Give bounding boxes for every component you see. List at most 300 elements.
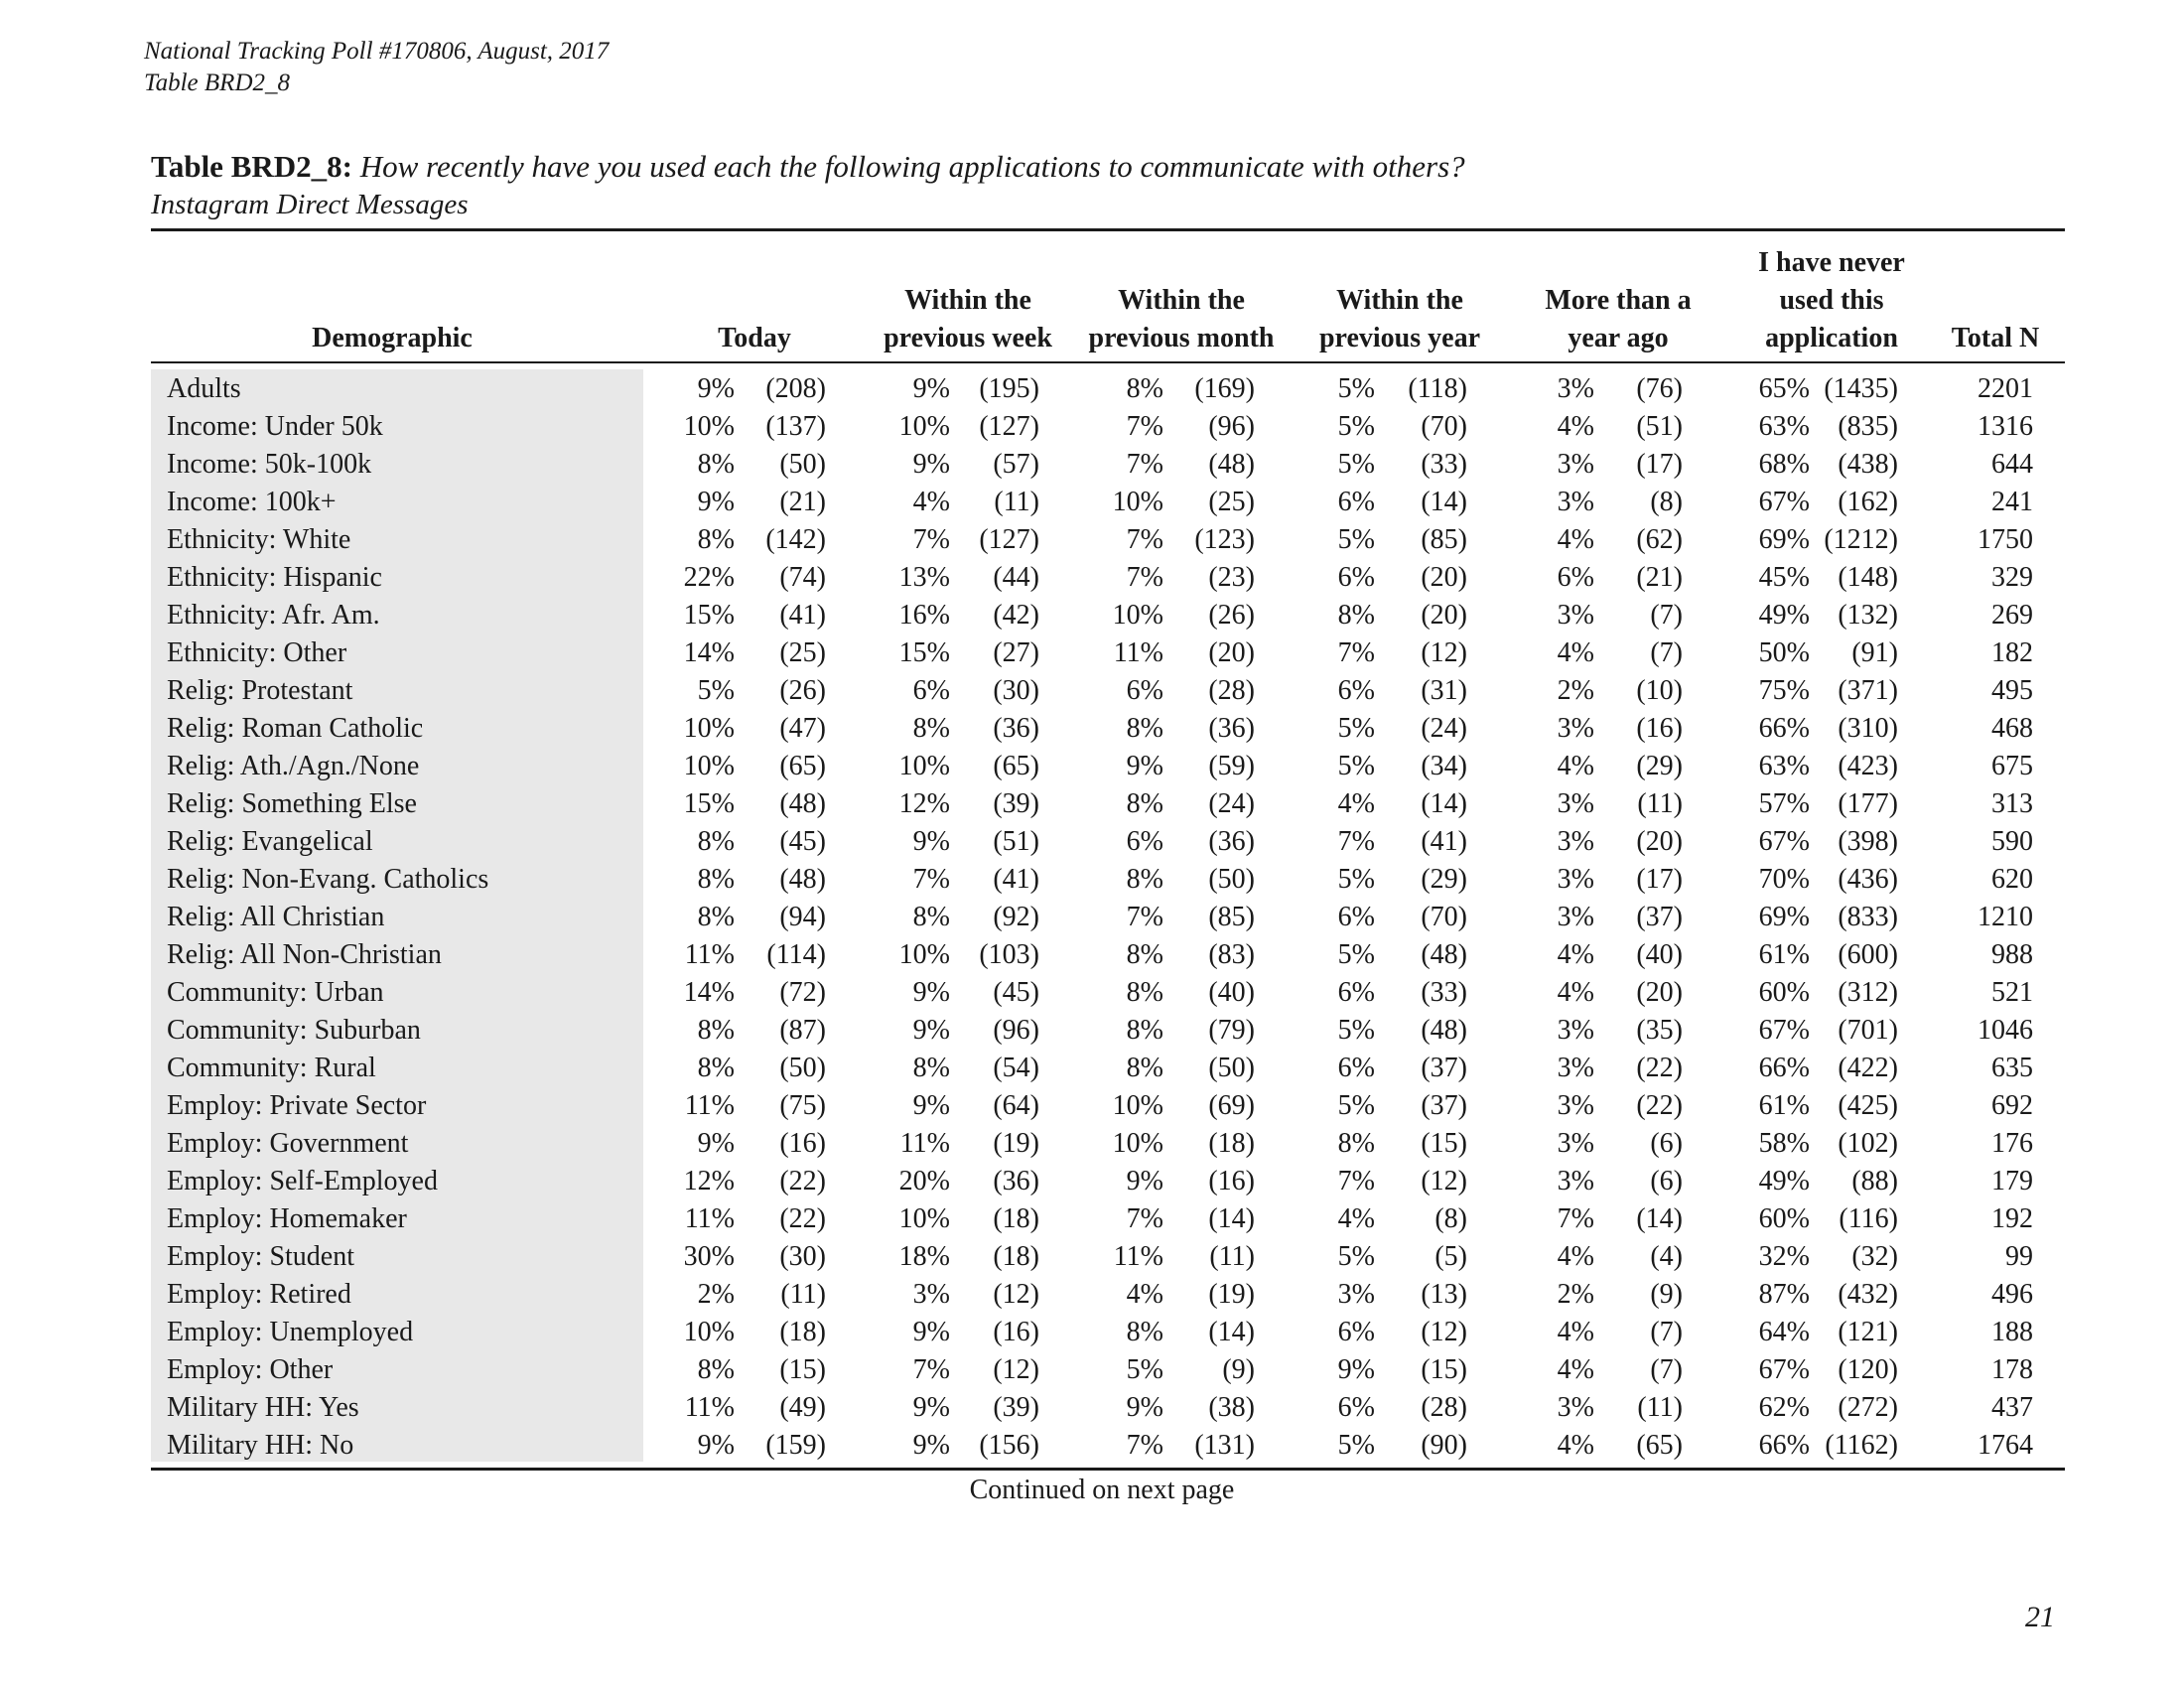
count-cell: (65) <box>1636 1430 1683 1461</box>
percent-cell: 7% <box>1337 637 1375 668</box>
count-cell: (16) <box>1636 713 1683 744</box>
count-cell: (131) <box>1194 1430 1255 1461</box>
count-cell: (50) <box>779 1053 826 1083</box>
count-cell: (17) <box>1636 449 1683 480</box>
table-row <box>0 899 2184 936</box>
percent-cell: 10% <box>898 939 950 970</box>
count-cell: (25) <box>779 637 826 668</box>
percent-cell: 9% <box>912 373 950 404</box>
count-cell: (208) <box>765 373 826 404</box>
count-cell: (5) <box>1434 1241 1467 1272</box>
count-cell: (37) <box>1636 902 1683 932</box>
percent-cell: 66% <box>1758 1430 1810 1461</box>
count-cell: (28) <box>1421 1392 1467 1423</box>
percent-cell: 8% <box>1126 1053 1163 1083</box>
count-cell: (20) <box>1208 637 1255 668</box>
percent-cell: 70% <box>1758 864 1810 895</box>
percent-cell: 30% <box>683 1241 735 1272</box>
table-id: Table BRD2_8 <box>144 70 290 96</box>
page-number: 21 <box>2025 1601 2055 1633</box>
count-cell: (36) <box>1208 826 1255 857</box>
count-cell: (26) <box>779 675 826 706</box>
count-cell: (12) <box>1421 1166 1467 1196</box>
percent-cell: 11% <box>1113 637 1163 668</box>
count-cell: (114) <box>766 939 826 970</box>
count-cell: (159) <box>765 1430 826 1461</box>
percent-cell: 2% <box>1557 675 1594 706</box>
count-cell: (1162) <box>1825 1430 1898 1461</box>
total-cell: 590 <box>1991 826 2033 857</box>
percent-cell: 3% <box>1557 600 1594 631</box>
percent-cell: 6% <box>912 675 950 706</box>
table-row <box>0 974 2184 1012</box>
percent-cell: 15% <box>898 637 950 668</box>
percent-cell: 8% <box>1126 1317 1163 1347</box>
percent-cell: 12% <box>683 1166 735 1196</box>
total-cell: 179 <box>1991 1166 2033 1196</box>
count-cell: (79) <box>1208 1015 1255 1046</box>
count-cell: (48) <box>779 788 826 819</box>
percent-cell: 3% <box>1557 449 1594 480</box>
total-cell: 99 <box>2005 1241 2033 1272</box>
count-cell: (50) <box>779 449 826 480</box>
count-cell: (8) <box>1650 487 1683 517</box>
count-cell: (96) <box>993 1015 1039 1046</box>
percent-cell: 4% <box>1557 1241 1594 1272</box>
percent-cell: 9% <box>1337 1354 1375 1385</box>
percent-cell: 5% <box>1337 1430 1375 1461</box>
table-row <box>0 1427 2184 1465</box>
percent-cell: 4% <box>1557 1354 1594 1385</box>
count-cell: (44) <box>993 562 1039 593</box>
count-cell: (148) <box>1838 562 1898 593</box>
count-cell: (103) <box>979 939 1039 970</box>
count-cell: (120) <box>1838 1354 1898 1385</box>
count-cell: (64) <box>993 1090 1039 1121</box>
count-cell: (24) <box>1208 788 1255 819</box>
count-cell: (371) <box>1838 675 1898 706</box>
count-cell: (10) <box>1636 675 1683 706</box>
count-cell: (142) <box>765 524 826 555</box>
count-cell: (22) <box>779 1203 826 1234</box>
percent-cell: 7% <box>912 524 950 555</box>
count-cell: (18) <box>993 1203 1039 1234</box>
total-cell: 178 <box>1991 1354 2033 1385</box>
top-rule <box>151 228 2065 231</box>
percent-cell: 57% <box>1758 788 1810 819</box>
count-cell: (272) <box>1838 1392 1898 1423</box>
percent-cell: 8% <box>697 1354 735 1385</box>
count-cell: (423) <box>1838 751 1898 781</box>
count-cell: (11) <box>1637 1392 1683 1423</box>
count-cell: (51) <box>1636 411 1683 442</box>
total-cell: 1210 <box>1978 902 2033 932</box>
percent-cell: 6% <box>1337 1317 1375 1347</box>
percent-cell: 10% <box>683 411 735 442</box>
table-row <box>0 1125 2184 1163</box>
count-cell: (438) <box>1838 449 1898 480</box>
percent-cell: 4% <box>1337 1203 1375 1234</box>
total-cell: 496 <box>1991 1279 2033 1310</box>
count-cell: (85) <box>1208 902 1255 932</box>
column-header-total-n: Total N <box>1951 323 2040 353</box>
count-cell: (62) <box>1636 524 1683 555</box>
total-cell: 1750 <box>1978 524 2033 555</box>
percent-cell: 9% <box>912 1090 950 1121</box>
table-row <box>0 1012 2184 1050</box>
percent-cell: 5% <box>1337 1241 1375 1272</box>
percent-cell: 10% <box>898 1203 950 1234</box>
percent-cell: 4% <box>1557 411 1594 442</box>
count-cell: (12) <box>993 1279 1039 1310</box>
count-cell: (137) <box>765 411 826 442</box>
count-cell: (12) <box>1421 1317 1467 1347</box>
percent-cell: 7% <box>1126 449 1163 480</box>
percent-cell: 62% <box>1758 1392 1810 1423</box>
count-cell: (59) <box>1208 751 1255 781</box>
count-cell: (177) <box>1838 788 1898 819</box>
percent-cell: 7% <box>1126 411 1163 442</box>
percent-cell: 67% <box>1758 1015 1810 1046</box>
count-cell: (436) <box>1838 864 1898 895</box>
count-cell: (123) <box>1194 524 1255 555</box>
poll-name: National Tracking Poll #170806, August, 2017 <box>144 38 610 65</box>
table-subtitle: Instagram Direct Messages <box>151 189 469 220</box>
percent-cell: 64% <box>1758 1317 1810 1347</box>
table-row <box>0 710 2184 748</box>
percent-cell: 68% <box>1758 449 1810 480</box>
percent-cell: 10% <box>1112 1090 1163 1121</box>
count-cell: (18) <box>993 1241 1039 1272</box>
row-label: Relig: Roman Catholic <box>167 713 424 744</box>
percent-cell: 7% <box>1126 902 1163 932</box>
row-label: Relig: Protestant <box>167 675 353 706</box>
percent-cell: 13% <box>898 562 950 593</box>
percent-cell: 5% <box>1337 939 1375 970</box>
count-cell: (41) <box>1421 826 1467 857</box>
count-cell: (48) <box>1421 1015 1467 1046</box>
row-label: Relig: Evangelical <box>167 826 373 857</box>
count-cell: (36) <box>993 713 1039 744</box>
table-row <box>0 1314 2184 1351</box>
total-cell: 495 <box>1991 675 2033 706</box>
percent-cell: 4% <box>912 487 950 517</box>
percent-cell: 4% <box>1557 1317 1594 1347</box>
count-cell: (16) <box>993 1317 1039 1347</box>
total-cell: 241 <box>1991 487 2033 517</box>
total-cell: 313 <box>1991 788 2033 819</box>
count-cell: (39) <box>993 1392 1039 1423</box>
percent-cell: 2% <box>697 1279 735 1310</box>
percent-cell: 6% <box>1337 1053 1375 1083</box>
percent-cell: 9% <box>912 1392 950 1423</box>
count-cell: (15) <box>1421 1354 1467 1385</box>
count-cell: (17) <box>1636 864 1683 895</box>
percent-cell: 11% <box>1113 1241 1163 1272</box>
percent-cell: 8% <box>697 864 735 895</box>
total-cell: 644 <box>1991 449 2033 480</box>
count-cell: (27) <box>993 637 1039 668</box>
count-cell: (169) <box>1194 373 1255 404</box>
percent-cell: 8% <box>1126 1015 1163 1046</box>
count-cell: (121) <box>1838 1317 1898 1347</box>
column-header-more-than-year: More than a year ago <box>1545 285 1692 353</box>
table-row <box>0 1351 2184 1389</box>
table-row <box>0 446 2184 484</box>
table-row <box>0 1200 2184 1238</box>
table-row <box>0 748 2184 785</box>
percent-cell: 2% <box>1557 1279 1594 1310</box>
percent-cell: 9% <box>912 1317 950 1347</box>
percent-cell: 65% <box>1758 373 1810 404</box>
table-title-label: Table BRD2_8: <box>151 149 352 184</box>
percent-cell: 9% <box>1126 1166 1163 1196</box>
count-cell: (39) <box>993 788 1039 819</box>
count-cell: (47) <box>779 713 826 744</box>
table-row <box>0 861 2184 899</box>
percent-cell: 5% <box>1337 373 1375 404</box>
count-cell: (48) <box>1208 449 1255 480</box>
percent-cell: 3% <box>1557 864 1594 895</box>
total-cell: 176 <box>1991 1128 2033 1159</box>
percent-cell: 10% <box>898 411 950 442</box>
row-label: Employ: Self-Employed <box>167 1166 438 1196</box>
percent-cell: 11% <box>899 1128 950 1159</box>
percent-cell: 4% <box>1557 977 1594 1008</box>
total-cell: 329 <box>1991 562 2033 593</box>
count-cell: (14) <box>1421 487 1467 517</box>
percent-cell: 5% <box>697 675 735 706</box>
percent-cell: 7% <box>1337 826 1375 857</box>
percent-cell: 7% <box>1126 1430 1163 1461</box>
table-row <box>0 1238 2184 1276</box>
count-cell: (132) <box>1838 600 1898 631</box>
count-cell: (7) <box>1650 1354 1683 1385</box>
count-cell: (1435) <box>1824 373 1898 404</box>
percent-cell: 67% <box>1758 1354 1810 1385</box>
total-cell: 692 <box>1991 1090 2033 1121</box>
percent-cell: 67% <box>1758 487 1810 517</box>
row-label: Employ: Homemaker <box>167 1203 407 1234</box>
count-cell: (96) <box>1208 411 1255 442</box>
count-cell: (312) <box>1838 977 1898 1008</box>
count-cell: (36) <box>1208 713 1255 744</box>
row-label: Ethnicity: Other <box>167 637 347 668</box>
percent-cell: 9% <box>697 373 735 404</box>
count-cell: (38) <box>1208 1392 1255 1423</box>
count-cell: (54) <box>993 1053 1039 1083</box>
percent-cell: 14% <box>683 637 735 668</box>
percent-cell: 3% <box>1557 1392 1594 1423</box>
percent-cell: 60% <box>1758 977 1810 1008</box>
total-cell: 437 <box>1991 1392 2033 1423</box>
total-cell: 468 <box>1991 713 2033 744</box>
count-cell: (127) <box>979 411 1039 442</box>
percent-cell: 4% <box>1557 637 1594 668</box>
row-label: Military HH: Yes <box>167 1392 359 1423</box>
count-cell: (88) <box>1851 1166 1898 1196</box>
percent-cell: 4% <box>1557 1430 1594 1461</box>
total-cell: 988 <box>1991 939 2033 970</box>
count-cell: (6) <box>1650 1166 1683 1196</box>
count-cell: (18) <box>779 1317 826 1347</box>
percent-cell: 10% <box>1112 1128 1163 1159</box>
count-cell: (29) <box>1421 864 1467 895</box>
percent-cell: 6% <box>1337 562 1375 593</box>
row-label: Employ: Student <box>167 1241 354 1272</box>
row-label: Community: Suburban <box>167 1015 421 1046</box>
percent-cell: 3% <box>1557 373 1594 404</box>
table-row <box>0 936 2184 974</box>
count-cell: (65) <box>779 751 826 781</box>
percent-cell: 3% <box>1557 902 1594 932</box>
count-cell: (23) <box>1208 562 1255 593</box>
count-cell: (15) <box>779 1354 826 1385</box>
percent-cell: 4% <box>1557 524 1594 555</box>
percent-cell: 8% <box>912 713 950 744</box>
table-row <box>0 559 2184 597</box>
count-cell: (37) <box>1421 1053 1467 1083</box>
percent-cell: 4% <box>1557 751 1594 781</box>
percent-cell: 8% <box>1126 939 1163 970</box>
count-cell: (22) <box>1636 1090 1683 1121</box>
total-cell: 1764 <box>1978 1430 2033 1461</box>
table-row <box>0 1050 2184 1087</box>
count-cell: (37) <box>1421 1090 1467 1121</box>
percent-cell: 7% <box>1557 1203 1594 1234</box>
row-label: Income: 100k+ <box>167 487 337 517</box>
percent-cell: 8% <box>1126 788 1163 819</box>
count-cell: (102) <box>1838 1128 1898 1159</box>
count-cell: (9) <box>1650 1279 1683 1310</box>
count-cell: (16) <box>779 1128 826 1159</box>
total-cell: 192 <box>1991 1203 2033 1234</box>
count-cell: (90) <box>1421 1430 1467 1461</box>
count-cell: (833) <box>1838 902 1898 932</box>
percent-cell: 9% <box>697 1430 735 1461</box>
percent-cell: 7% <box>1126 524 1163 555</box>
count-cell: (91) <box>1851 637 1898 668</box>
row-label: Employ: Private Sector <box>167 1090 427 1121</box>
table-title <box>151 147 1465 187</box>
percent-cell: 15% <box>683 788 735 819</box>
count-cell: (22) <box>1636 1053 1683 1083</box>
percent-cell: 5% <box>1337 1015 1375 1046</box>
percent-cell: 8% <box>697 449 735 480</box>
table-row <box>0 408 2184 446</box>
total-cell: 2201 <box>1978 373 2033 404</box>
column-header-never-used: I have never used this application <box>1758 247 1905 353</box>
percent-cell: 10% <box>683 751 735 781</box>
count-cell: (20) <box>1636 977 1683 1008</box>
table-question: How recently have you used each the following applications to communicate with others? <box>359 149 1465 184</box>
total-cell: 620 <box>1991 864 2033 895</box>
count-cell: (42) <box>993 600 1039 631</box>
count-cell: (14) <box>1208 1203 1255 1234</box>
row-label: Community: Rural <box>167 1053 376 1083</box>
percent-cell: 61% <box>1758 939 1810 970</box>
percent-cell: 6% <box>1337 487 1375 517</box>
row-label: Ethnicity: Afr. Am. <box>167 600 380 631</box>
table-row <box>0 1276 2184 1314</box>
percent-cell: 75% <box>1758 675 1810 706</box>
count-cell: (83) <box>1208 939 1255 970</box>
percent-cell: 8% <box>1126 864 1163 895</box>
percent-cell: 11% <box>684 939 735 970</box>
count-cell: (11) <box>1637 788 1683 819</box>
percent-cell: 10% <box>1112 487 1163 517</box>
count-cell: (87) <box>779 1015 826 1046</box>
percent-cell: 8% <box>1126 713 1163 744</box>
percent-cell: 8% <box>912 902 950 932</box>
percent-cell: 4% <box>1337 788 1375 819</box>
percent-cell: 7% <box>1126 562 1163 593</box>
total-cell: 521 <box>1991 977 2033 1008</box>
row-label: Relig: All Non-Christian <box>167 939 442 970</box>
percent-cell: 8% <box>697 826 735 857</box>
count-cell: (7) <box>1650 1317 1683 1347</box>
count-cell: (31) <box>1421 675 1467 706</box>
count-cell: (30) <box>779 1241 826 1272</box>
count-cell: (12) <box>993 1354 1039 1385</box>
table-row <box>0 1163 2184 1200</box>
count-cell: (25) <box>1208 487 1255 517</box>
count-cell: (19) <box>993 1128 1039 1159</box>
total-cell: 182 <box>1991 637 2033 668</box>
count-cell: (75) <box>779 1090 826 1121</box>
count-cell: (76) <box>1636 373 1683 404</box>
count-cell: (398) <box>1838 826 1898 857</box>
count-cell: (36) <box>993 1166 1039 1196</box>
percent-cell: 5% <box>1337 713 1375 744</box>
percent-cell: 6% <box>1126 826 1163 857</box>
count-cell: (11) <box>994 487 1039 517</box>
count-cell: (32) <box>1851 1241 1898 1272</box>
count-cell: (85) <box>1421 524 1467 555</box>
percent-cell: 66% <box>1758 713 1810 744</box>
count-cell: (9) <box>1222 1354 1255 1385</box>
percent-cell: 3% <box>1557 1166 1594 1196</box>
row-label: Relig: Something Else <box>167 788 417 819</box>
count-cell: (41) <box>993 864 1039 895</box>
table-row <box>0 634 2184 672</box>
column-header-week: Within the previous week <box>884 285 1052 353</box>
percent-cell: 3% <box>1557 788 1594 819</box>
count-cell: (14) <box>1208 1317 1255 1347</box>
count-cell: (40) <box>1208 977 1255 1008</box>
count-cell: (57) <box>993 449 1039 480</box>
table-row <box>0 785 2184 823</box>
count-cell: (14) <box>1636 1203 1683 1234</box>
row-label: Adults <box>167 373 241 404</box>
column-header-demographic: Demographic <box>312 323 473 353</box>
percent-cell: 6% <box>1337 902 1375 932</box>
count-cell: (28) <box>1208 675 1255 706</box>
percent-cell: 5% <box>1337 449 1375 480</box>
count-cell: (35) <box>1636 1015 1683 1046</box>
percent-cell: 6% <box>1337 977 1375 1008</box>
count-cell: (92) <box>993 902 1039 932</box>
percent-cell: 87% <box>1758 1279 1810 1310</box>
row-label: Employ: Retired <box>167 1279 351 1310</box>
count-cell: (20) <box>1421 562 1467 593</box>
percent-cell: 10% <box>898 751 950 781</box>
percent-cell: 4% <box>1557 939 1594 970</box>
percent-cell: 8% <box>1126 373 1163 404</box>
percent-cell: 8% <box>1126 977 1163 1008</box>
percent-cell: 8% <box>697 524 735 555</box>
percent-cell: 9% <box>912 826 950 857</box>
